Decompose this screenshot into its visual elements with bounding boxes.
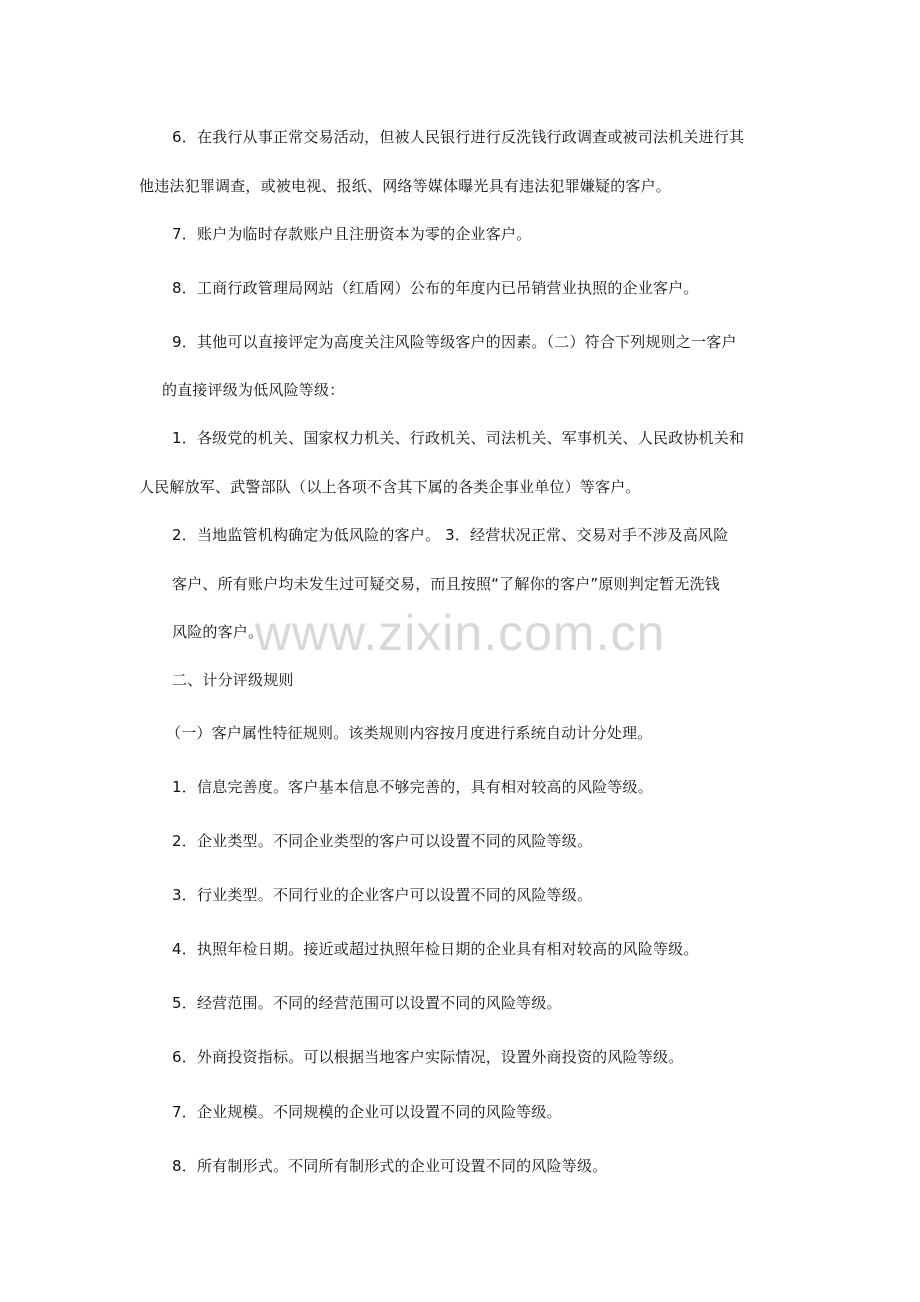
text-line-10: 客户、所有账户均未发生过可疑交易，而且按照“了解你的客户”原则判定暂无洗钱 [172, 575, 720, 593]
text-line-8: 人民解放军、武警部队（以上各项不含其下属的各类企事业单位）等客户。 [139, 478, 641, 496]
text-line-6: 的直接评级为低风险等级： [162, 381, 345, 399]
text-line-18: 5．经营范围。不同的经营范围可以设置不同的风险等级。 [172, 994, 562, 1012]
text-line-3: 7．账户为临时存款账户且注册资本为零的企业客户。 [172, 225, 532, 243]
text-line-21: 8．所有制形式。不同所有制形式的企业可设置不同的风险等级。 [172, 1157, 608, 1175]
text-line-19: 6．外商投资指标。可以根据当地客户实际情况，设置外商投资的风险等级。 [172, 1048, 684, 1066]
text-line-17: 4．执照年检日期。接近或超过执照年检日期的企业具有相对较高的风险等级。 [172, 940, 699, 958]
text-line-11: 风险的客户。 [172, 623, 264, 641]
section-heading: 二、计分评级规则 [172, 671, 294, 689]
text-line-15: 2．企业类型。不同企业类型的客户可以设置不同的风险等级。 [172, 832, 593, 850]
text-line-13: （一）客户属性特征规则。该类规则内容按月度进行系统自动计分处理。 [166, 724, 653, 742]
text-line-5: 9．其他可以直接评定为高度关注风险等级客户的因素。（二）符合下列规则之一客户 [172, 333, 737, 351]
text-line-1: 6．在我行从事正常交易活动，但被人民银行进行反洗钱行政调查或被司法机关进行其 [172, 128, 745, 146]
text-line-7: 1．各级党的机关、国家权力机关、行政机关、司法机关、军事机关、人民政协机关和 [172, 429, 745, 447]
text-line-2: 他违法犯罪调查，或被电视、报纸、网络等媒体曝光具有违法犯罪嫌疑的客户。 [139, 177, 672, 195]
text-line-16: 3．行业类型。不同行业的企业客户可以设置不同的风险等级。 [172, 886, 593, 904]
text-line-14: 1．信息完善度。客户基本信息不够完善的，具有相对较高的风险等级。 [172, 778, 653, 796]
text-line-20: 7．企业规模。不同规模的企业可以设置不同的风险等级。 [172, 1103, 562, 1121]
text-line-9: 2．当地监管机构确定为低风险的客户。 3．经营状况正常、交易对手不涉及高风险 [172, 526, 729, 544]
watermark: www.zixin.com.cn [254, 605, 666, 661]
text-line-4: 8．工商行政管理局网站（红盾网）公布的年度内已吊销营业执照的企业客户。 [172, 279, 699, 297]
